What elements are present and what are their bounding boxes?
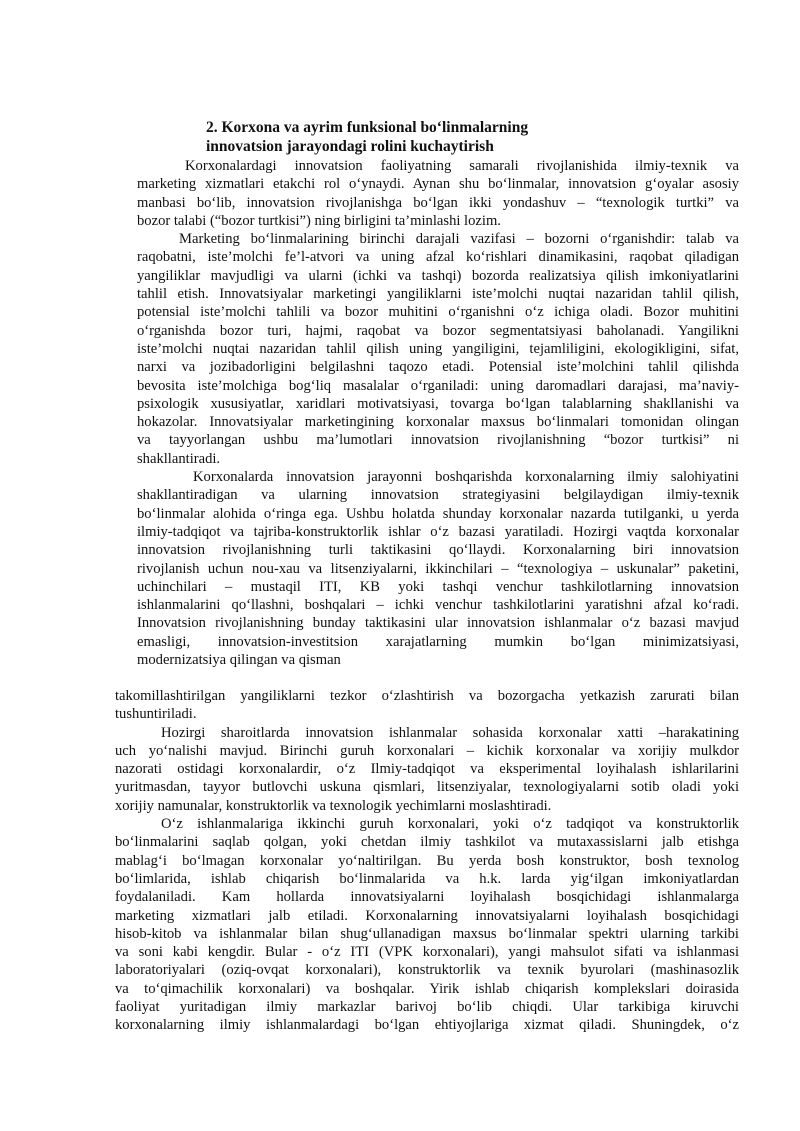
text-line: narxi va jozibadorligini belgilashni taqozo etadi. Potensial iste’molchini tahlil qilishda — [137, 359, 739, 376]
text-line: shakllantiradigan va ularning innovatsion strategiyasini belgilaydigan ilmiy-texnik — [137, 487, 739, 504]
section-heading-line: 2. Korxona va ayrim funksional bo‘linmalarning — [206, 119, 529, 136]
text-line: foydalaniladi. Kam hollarda innovatsiyalarni loyihalash bosqichidagi ishlanmalarga — [115, 889, 739, 906]
text-line: psixologik xususiyatlar, xaridlari motivatsiyasi, tovarga bo‘lgan talablarning shakllanishi va — [137, 395, 739, 412]
text-line: va soni kabi kengdir. Bular - o‘z ITI (VPK korxonalari), yangi mahsulot sifati va ishlanmasi — [115, 944, 739, 961]
text-line: Hozirgi sharoitlarda innovatsion ishlanmalar sohasida korxonalar xatti –harakatining — [161, 724, 739, 741]
text-line: O‘z ishlanmalariga ikkinchi guruh korxonalari, yoki o‘z tadqiqot va konstruktorlik — [161, 816, 739, 833]
text-line: ishlanmalarini qo‘llashni, boshqalari – ichki venchur tashkilotlarini yaratishni afzal ko‘radi. — [137, 597, 739, 614]
text-line: emasligi, innovatsion-investitsion xarajatlarning mumkin bo‘lgan minimizatsiyasi, — [137, 633, 739, 650]
text-line: raqobatni, iste’molchi fe’l-atvori va uning afzal ko‘rishlari dinamikasini, raqobat qiladigan — [137, 249, 739, 266]
text-line: bevosita iste’molchiga bog‘liq masalalar o‘rganiladi: uning daromadlari darajasi, ma’naviy- — [137, 377, 739, 394]
text-line: va to‘qimachilik korxonalari) va boshqalar. Yirik ishlab chiqarish komplekslari doirasida — [115, 980, 739, 997]
text-line: bozor talabi (“bozor turtkisi”) ning birligini ta’minlashi lozim. — [137, 212, 501, 229]
text-line: marketing xizmatlari etakchi rol o‘ynaydi. Aynan shu bo‘linmalar, innovatsion g‘oyalar asosiy — [137, 176, 739, 193]
text-line: mablag‘i bo‘lmagan korxonalar yo‘naltirilgan. Bu yerda bosh konstruktor, bosh texnolog — [115, 852, 739, 869]
text-line: uch yo‘nalishi mavjud. Birinchi guruh korxonalari – kichik korxonalar va xorijiy mulkdor — [115, 742, 739, 759]
text-line: modernizatsiya qilingan va qisman — [137, 652, 341, 669]
text-line: hisob-kitob va ishlanmalar bilan shug‘ullanadigan maxsus bo‘linmalar spektri ularning tarkibi — [115, 925, 739, 942]
text-line: Korxonalardagi innovatsion faoliyatning samarali rivojlanishida ilmiy-texnik va — [185, 158, 739, 174]
text-line: yangiliklar mavjudligi va ularni (ichki va tashqi) bozorda realizatsiya qilish imkoniyatlarini — [137, 267, 739, 284]
body-text-upper — [137, 157, 739, 669]
text-line: Korxonalarda innovatsion jarayonni boshqarishda korxonalarning ilmiy salohiyatini — [193, 469, 739, 486]
text-line: yuritmasdan, tayyor butlovchi uskuna qismlari, litsenziyalar, texnologiyalarni sotib oladi yoki — [115, 779, 739, 796]
text-line: tushuntiriladi. — [115, 706, 197, 723]
text-line: faoliyat yuritadigan ilmiy markazlar barivoj bo‘lib chiqdi. Ular tarkibiga kiruvchi — [115, 999, 739, 1016]
text-line: tahlil etish. Innovatsiyalar marketingi yangiliklarni iste’molchi nuqtai nazaridan tahlil qilish, — [137, 286, 739, 303]
text-line: manbasi bo‘lib, innovatsion rivojlanishga bo‘lgan ikki yondashuv – “texnologik turtki” va — [137, 194, 739, 211]
text-line: uchinchilari – mustaqil ITI, KB yoki tashqi venchur tashkilotlarning innovatsion — [137, 578, 739, 595]
text-line: innovatsion rivojlanishning turli taktikasini qo‘llaydi. Korxonalarning biri innovatsion — [137, 542, 739, 559]
text-line: rivojlanish uchun nou-xau va litsenziyalarni, ikkinchilari – “texnologiya – uskunalar” paketini, — [137, 560, 739, 577]
text-line: iste’molchi nuqtai nazaridan tahlil qilish uning yangiligini, tejamliligini, ekologikligini, sifat, — [137, 340, 739, 357]
text-line: bo‘limlarida, ishlab chiqarish bo‘linmalarida va h.k. larda yig‘ilgan imkoniyatlardan — [115, 870, 739, 887]
text-line: shakllantiradi. — [137, 450, 221, 467]
text-line: bo‘linmalarini saqlab qolgan, yoki chetdan ilmiy tashkilot va mutaxassislarni jalb etishga — [115, 834, 739, 851]
text-line: Innovatsion rivojlanishning bunday taktikasini ular innovatsion ishlanmalar o‘z bazasi mavjud — [137, 615, 739, 632]
text-line: hokazolar. Innovatsiyalar marketingining korxonalar maxsus bo‘linmalari tomonidan olingan — [137, 414, 739, 431]
text-line: potensial iste’molchi tahlili va bozor muhitini o‘rganishni o‘z ichiga oladi. Bozor muhitini — [137, 304, 739, 321]
text-line: takomillashtirilgan yangiliklarni tezkor o‘zlashtirish va bozorgacha yetkazish zarurati bilan — [115, 688, 739, 704]
section-heading-line: innovatsion jarayondagi rolini kuchaytirish — [206, 138, 494, 155]
text-line: va tayyorlangan ushbu ma’lumotlari innovatsion rivojlanishning “bozor turtkisi” ni — [137, 432, 739, 449]
text-line: ilmiy-tadqiqot va tajriba-konstruktorlik ishlar o‘z bazasi yaratiladi. Hozirgi vaqtda korxonalar — [137, 523, 739, 540]
text-line: o‘rganishda bozor turi, hajmi, raqobat va bozor segmentatsiyasi baholanadi. Yangilikni — [137, 322, 739, 339]
body-text-lower — [115, 687, 739, 1035]
text-line: marketing xizmatlari jalb etiladi. Korxonalarning innovatsiyalarni loyihalash bosqichidagi — [115, 907, 739, 924]
text-line: xorijiy namunalar, konstruktorlik va texnologik yechimlarni moslashtiradi. — [115, 797, 552, 814]
text-line: nazorati ostidagi korxonalardir, o‘z Ilmiy-tadqiqot va eksperimental loyihalash ishlarilarini — [115, 761, 739, 778]
text-line: laboratoriyalari (oziq-ovqat korxonalari), konstruktorlik va texnik byurolari (mashinasozlik — [115, 962, 739, 979]
text-line: korxonalarning ilmiy ishlanmalardagi bo‘lgan ehtiyojlariga xizmat qiladi. Shuningdek, o‘z — [115, 1017, 739, 1034]
text-line: bo‘linmalar alohida o‘ringa ega. Ushbu holatda shunday korxonalar nazarda tutilganki, u yerda — [137, 505, 739, 522]
section-heading — [206, 118, 626, 156]
text-line: Marketing bo‘linmalarining birinchi darajali vazifasi – bozorni o‘rganishdir: talab va — [179, 231, 739, 248]
